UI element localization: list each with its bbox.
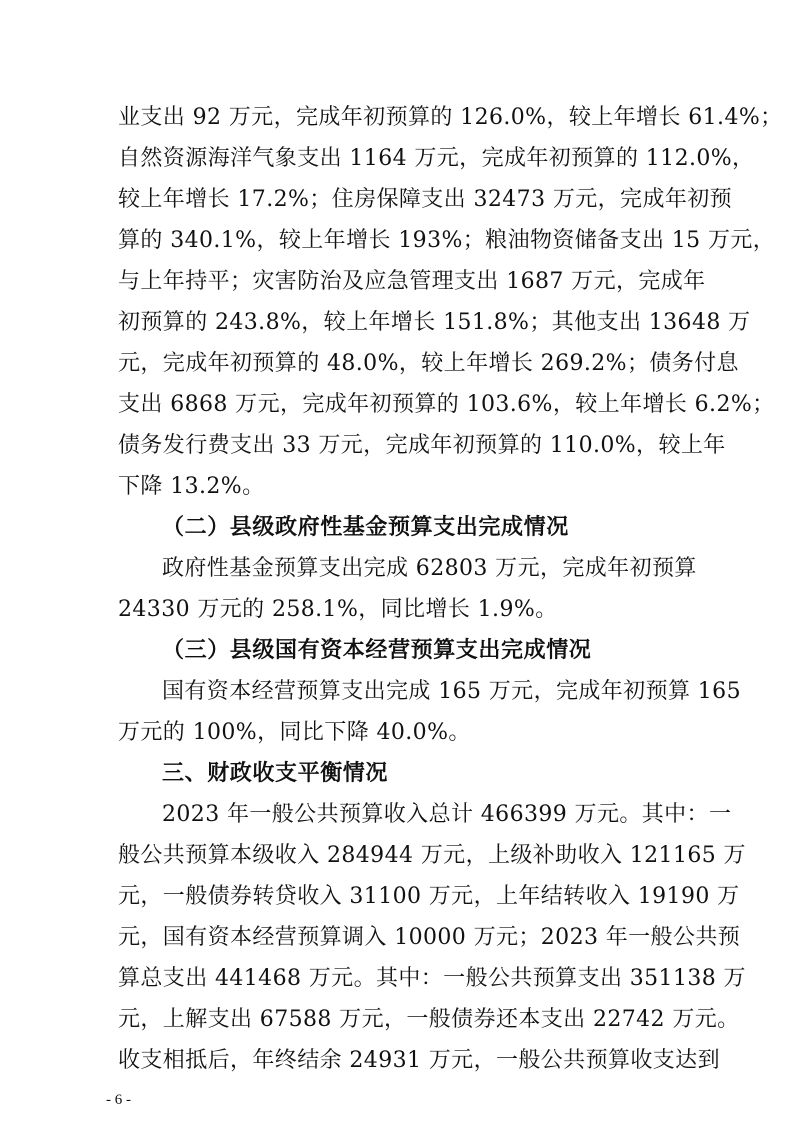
body-text-line: 支出 6868 万元，完成年初预算的 103.6%，较上年增长 6.2%； — [118, 392, 775, 417]
section-heading: （三）县级国有资本经营预算支出完成情况 — [162, 638, 592, 663]
section-heading: （二）县级政府性基金预算支出完成情况 — [162, 515, 569, 540]
body-text-line: 24330 万元的 258.1%，同比增长 1.9%。 — [118, 597, 558, 622]
body-text-line: 初预算的 243.8%，较上年增长 151.8%；其他支出 13648 万 — [118, 310, 751, 335]
body-text-line: 自然资源海洋气象支出 1164 万元，完成年初预算的 112.0%， — [118, 146, 755, 171]
page-number: - 6 - — [106, 1092, 131, 1108]
body-text-line: 与上年持平；灾害防治及应急管理支出 1687 万元，完成年 — [118, 269, 706, 294]
section-heading: 三、财政收支平衡情况 — [162, 761, 389, 786]
body-text-line: 下降 13.2%。 — [118, 474, 265, 499]
body-text-line: 较上年增长 17.2%；住房保障支出 32473 万元，完成年初预 — [118, 187, 733, 212]
body-text-line: 2023 年一般公共预算收入总计 466399 万元。其中：一 — [162, 802, 732, 827]
body-text-line: 元，一般债券转贷收入 31100 万元，上年结转收入 19190 万 — [118, 884, 740, 909]
body-text-line: 债务发行费支出 33 万元，完成年初预算的 110.0%，较上年 — [118, 433, 726, 458]
body-text-line: 业支出 92 万元，完成年初预算的 126.0%，较上年增长 61.4%； — [118, 105, 783, 130]
body-text-line: 万元的 100%，同比下降 40.0%。 — [118, 720, 471, 745]
body-text-line: 元，完成年初预算的 48.0%，较上年增长 269.2%；债务付息 — [118, 351, 739, 376]
body-text-line: 元，国有资本经营预算调入 10000 万元；2023 年一般公共预 — [118, 925, 741, 950]
body-text-line: 收支相抵后，年终结余 24931 万元，一般公共预算收支达到 — [118, 1048, 720, 1073]
body-text-line: 算总支出 441468 万元。其中：一般公共预算支出 351138 万 — [118, 966, 746, 991]
body-text-line: 般公共预算本级收入 284944 万元，上级补助收入 121165 万 — [118, 843, 746, 868]
body-text-line: 政府性基金预算支出完成 62803 万元，完成年初预算 — [162, 556, 697, 581]
body-text-line: 国有资本经营预算支出完成 165 万元，完成年初预算 165 — [162, 679, 741, 704]
body-text-line: 元，上解支出 67588 万元，一般债券还本支出 22742 万元。 — [118, 1007, 740, 1032]
body-text-line: 算的 340.1%，较上年增长 193%；粮油物资储备支出 15 万元， — [118, 228, 776, 253]
